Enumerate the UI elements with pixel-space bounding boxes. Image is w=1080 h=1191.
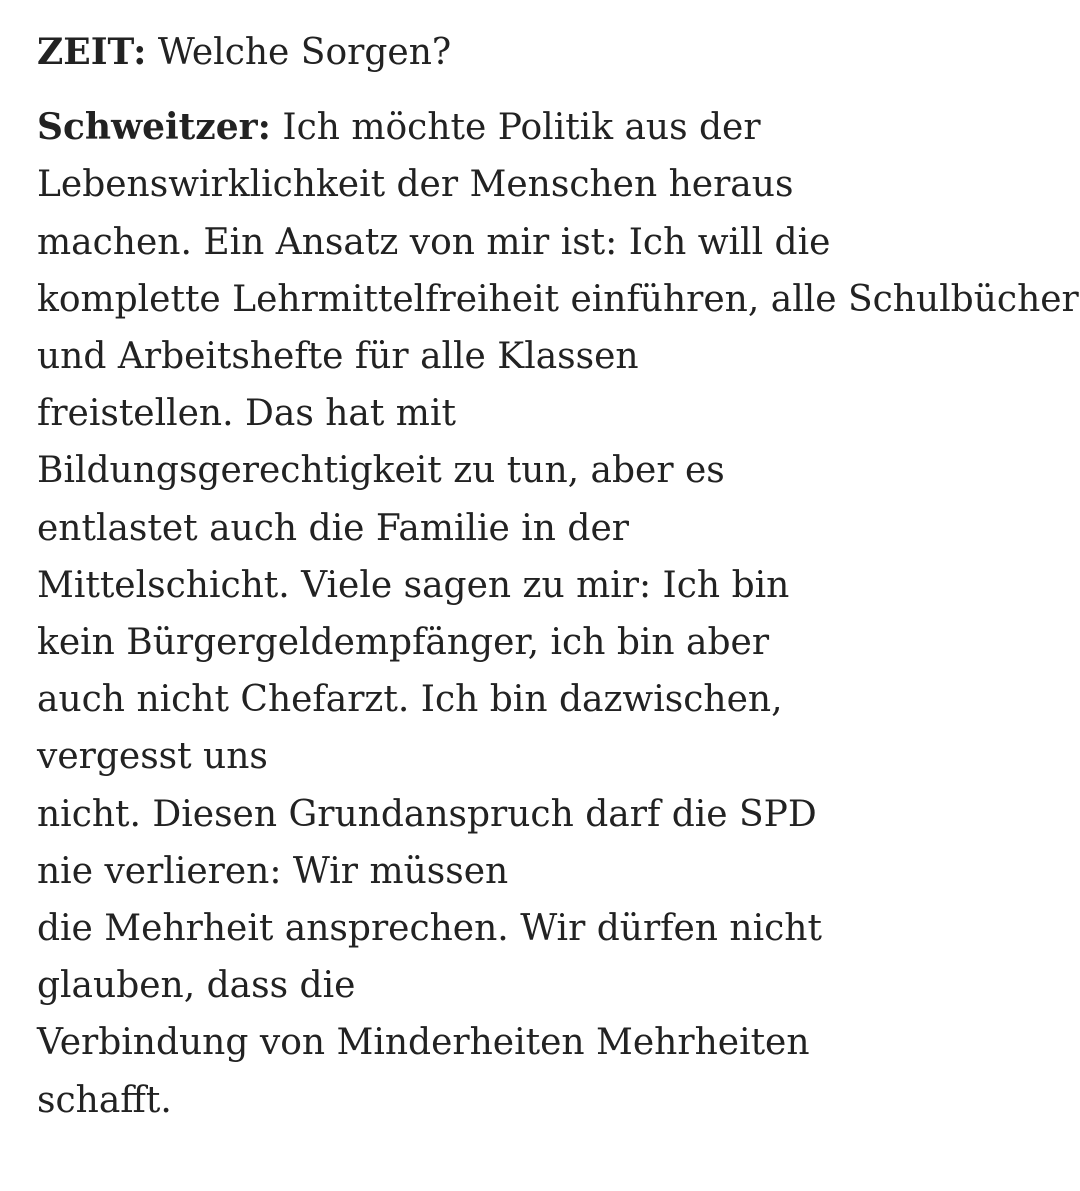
question-speaker: ZEIT: [37,31,147,73]
answer-line: vergesst uns [37,736,268,778]
answer-line: freistellen. Das hat mit [37,393,456,435]
question-line [37,24,1077,81]
answer-line: komplette Lehrmittelfreiheit einführen, alle Schulbücher [37,278,1079,320]
answer-line [37,99,1077,156]
answer-line: Mittelschicht. Viele sagen zu mir: Ich bin [37,564,790,606]
question-paragraph [37,24,1077,81]
answer-line: entlastet auch die Familie in der [37,507,629,549]
answer-line: die Mehrheit ansprechen. Wir dürfen nicht [37,908,822,950]
answer-line: machen. Ein Ansatz von mir ist: Ich will die [37,221,831,263]
answer-line: und Arbeitshefte für alle Klassen [37,336,639,378]
answer-line: schafft. [37,1079,172,1121]
answer-line: Bildungsgerechtigkeit zu tun, aber es [37,450,725,492]
question-text: Welche Sorgen? [157,32,452,73]
answer-line: glauben, dass die [37,965,356,1007]
answer-line-text: Ich möchte Politik aus der [282,107,761,149]
answer-paragraph [37,99,1077,1129]
answer-line: Verbindung von Minderheiten Mehrheiten [37,1022,810,1064]
answer-line: nicht. Diesen Grundanspruch darf die SPD [37,793,817,835]
answer-line: kein Bürgergeldempfänger, ich bin aber [37,622,770,664]
answer-speaker: Schweitzer: [37,106,271,149]
interview-article [37,24,1077,1129]
answer-line: Lebenswirklichkeit der Menschen heraus [37,164,794,206]
answer-line: nie verlieren: Wir müssen [37,850,509,892]
answer-line: auch nicht Chefarzt. Ich bin dazwischen, [37,679,783,721]
